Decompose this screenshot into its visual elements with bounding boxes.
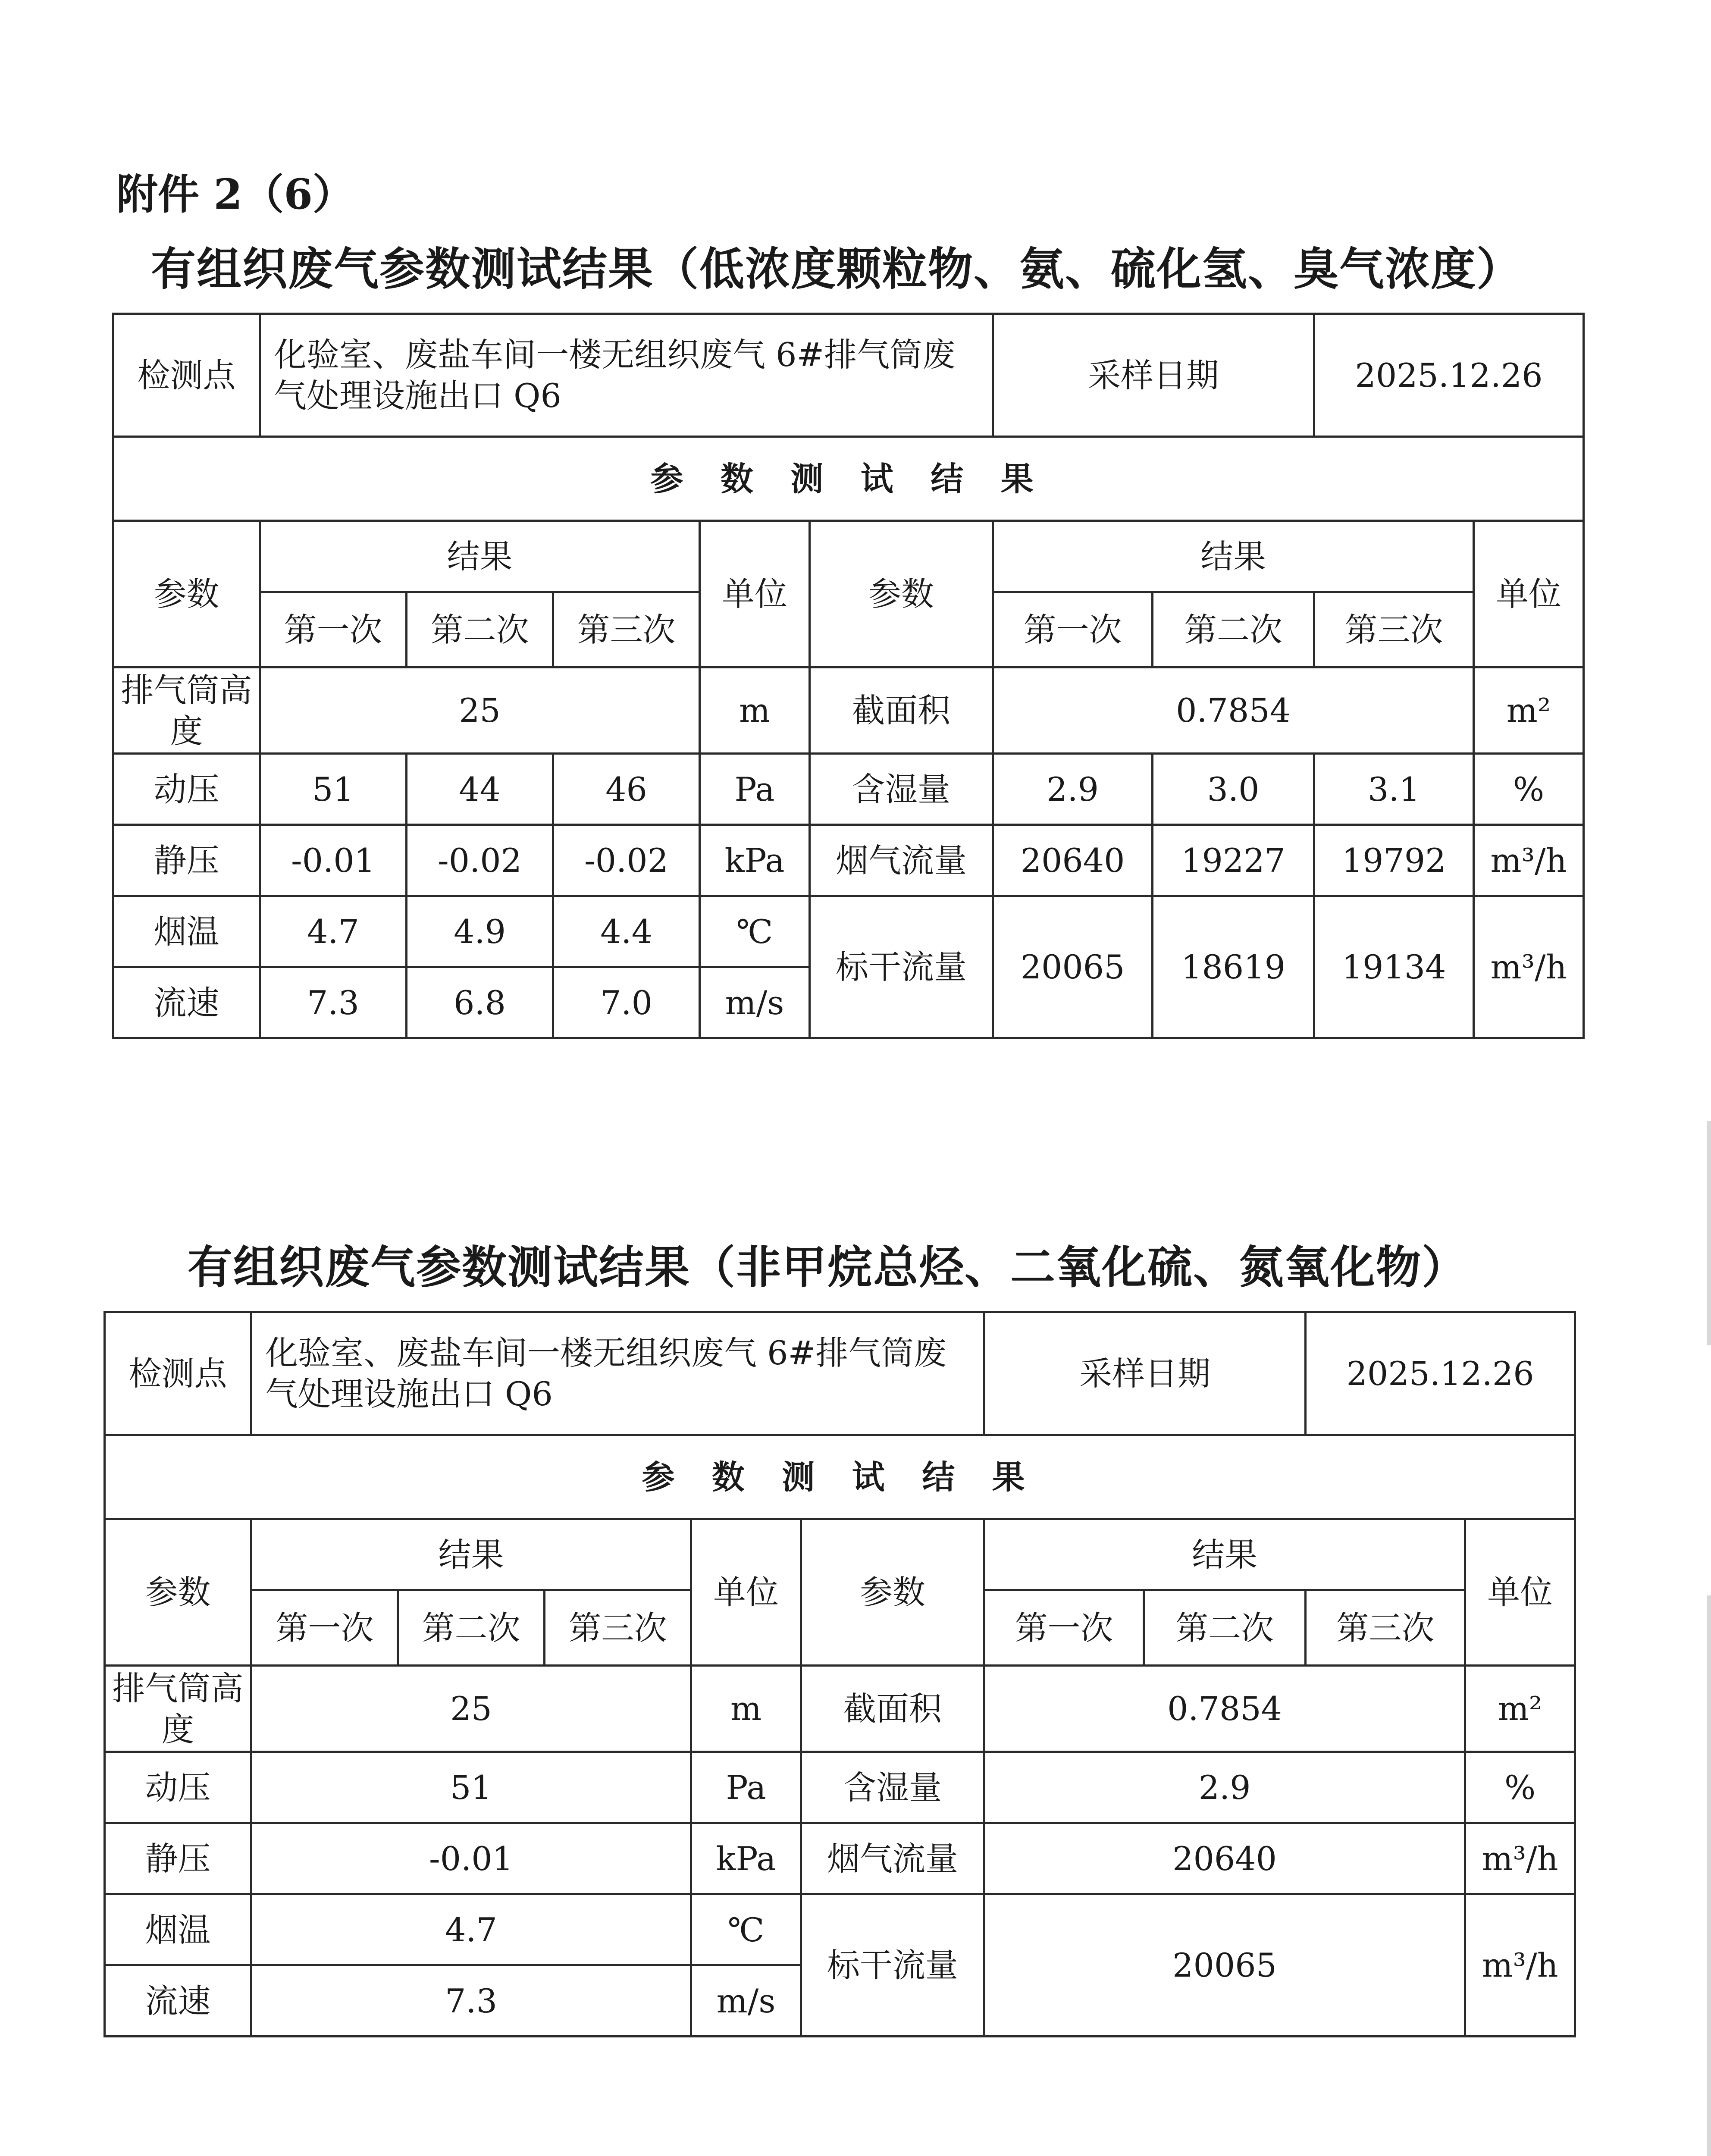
stack-height-label: 排气筒高度 bbox=[105, 1666, 251, 1752]
row-unit: ℃ bbox=[700, 896, 810, 967]
row-label: 烟气流量 bbox=[810, 825, 993, 896]
cell-value: -0.02 bbox=[553, 825, 700, 896]
stack-height-value: 25 bbox=[260, 667, 700, 754]
unit-header: 单位 bbox=[691, 1519, 801, 1666]
row-unit: kPa bbox=[691, 1823, 801, 1894]
row-unit: % bbox=[1474, 754, 1584, 825]
cell-value: 6.8 bbox=[407, 967, 553, 1038]
cell-value: 3.1 bbox=[1314, 754, 1474, 825]
param-header: 参数 bbox=[105, 1519, 251, 1666]
row-unit: Pa bbox=[700, 754, 810, 825]
result-header: 结果 bbox=[251, 1519, 691, 1590]
area-label: 截面积 bbox=[810, 667, 993, 754]
unit-header: 单位 bbox=[700, 521, 810, 667]
run-1-header: 第一次 bbox=[984, 1590, 1144, 1666]
row-label: 含湿量 bbox=[801, 1752, 984, 1823]
row-label: 动压 bbox=[113, 754, 260, 825]
row-label: 标干流量 bbox=[810, 896, 993, 1038]
row-label: 动压 bbox=[105, 1752, 251, 1823]
cell-value: 7.3 bbox=[251, 1965, 691, 2037]
area-value: 0.7854 bbox=[993, 667, 1474, 754]
sampling-date-label: 采样日期 bbox=[993, 314, 1314, 437]
cell-value: 19227 bbox=[1153, 825, 1314, 896]
run-3-header: 第三次 bbox=[1306, 1590, 1465, 1666]
location-value: 化验室、废盐车间一楼无组织废气 6#排气筒废气处理设施出口 Q6 bbox=[251, 1312, 984, 1435]
row-unit: kPa bbox=[700, 825, 810, 896]
cell-value: 7.0 bbox=[553, 967, 700, 1038]
cell-value: 20640 bbox=[984, 1823, 1465, 1894]
row-unit: m³/h bbox=[1465, 1823, 1575, 1894]
parameter-table-2 bbox=[103, 1311, 1576, 2037]
cell-value: 20065 bbox=[984, 1894, 1465, 2037]
sampling-date-value: 2025.12.26 bbox=[1314, 314, 1584, 437]
row-unit: m³/h bbox=[1474, 896, 1584, 1038]
row-label: 流速 bbox=[105, 1965, 251, 2037]
area-unit: m² bbox=[1465, 1666, 1575, 1752]
run-2-header: 第二次 bbox=[407, 592, 553, 667]
stack-height-unit: m bbox=[691, 1666, 801, 1752]
run-3-header: 第三次 bbox=[545, 1590, 691, 1666]
table-2-title: 有组织废气参数测试结果（非甲烷总烃、二氧化硫、氮氧化物） bbox=[188, 1241, 1468, 1294]
cell-value: 19134 bbox=[1314, 896, 1474, 1038]
result-header: 结果 bbox=[260, 521, 700, 592]
section-band: 参 数 测 试 结 果 bbox=[105, 1435, 1575, 1519]
table-1-title: 有组织废气参数测试结果（低浓度颗粒物、氨、硫化氢、臭气浓度） bbox=[151, 242, 1523, 295]
cell-value: 51 bbox=[251, 1752, 691, 1823]
cell-value: 18619 bbox=[1153, 896, 1314, 1038]
sampling-date-label: 采样日期 bbox=[984, 1312, 1306, 1435]
area-value: 0.7854 bbox=[984, 1666, 1465, 1752]
result-header: 结果 bbox=[984, 1519, 1465, 1590]
cell-value: -0.02 bbox=[407, 825, 553, 896]
row-unit: % bbox=[1465, 1752, 1575, 1823]
cell-value: 7.3 bbox=[260, 967, 407, 1038]
row-label: 静压 bbox=[105, 1823, 251, 1894]
result-header: 结果 bbox=[993, 521, 1474, 592]
attachment-label: 附件 2（6） bbox=[116, 170, 354, 219]
run-3-header: 第三次 bbox=[553, 592, 700, 667]
cell-value: 2.9 bbox=[984, 1752, 1465, 1823]
cell-value: -0.01 bbox=[251, 1823, 691, 1894]
run-1-header: 第一次 bbox=[993, 592, 1153, 667]
area-unit: m² bbox=[1474, 667, 1584, 754]
stack-height-label: 排气筒高度 bbox=[113, 667, 260, 754]
cell-value: 46 bbox=[553, 754, 700, 825]
cell-value: -0.01 bbox=[260, 825, 407, 896]
unit-header: 单位 bbox=[1465, 1519, 1575, 1666]
section-band: 参 数 测 试 结 果 bbox=[113, 437, 1584, 521]
cell-value: 4.9 bbox=[407, 896, 553, 967]
row-unit: ℃ bbox=[691, 1894, 801, 1965]
row-unit: Pa bbox=[691, 1752, 801, 1823]
stack-height-value: 25 bbox=[251, 1666, 691, 1752]
stack-height-unit: m bbox=[700, 667, 810, 754]
row-label: 含湿量 bbox=[810, 754, 993, 825]
row-label: 流速 bbox=[113, 967, 260, 1038]
row-label: 烟气流量 bbox=[801, 1823, 984, 1894]
location-label: 检测点 bbox=[113, 314, 260, 437]
scan-edge-shadow bbox=[1707, 1121, 1711, 1345]
area-label: 截面积 bbox=[801, 1666, 984, 1752]
param-header: 参数 bbox=[801, 1519, 984, 1666]
cell-value: 19792 bbox=[1314, 825, 1474, 896]
row-label: 静压 bbox=[113, 825, 260, 896]
row-label: 标干流量 bbox=[801, 1894, 984, 2037]
parameter-table-1 bbox=[112, 313, 1585, 1039]
param-header: 参数 bbox=[113, 521, 260, 667]
row-unit: m/s bbox=[691, 1965, 801, 2037]
run-3-header: 第三次 bbox=[1314, 592, 1474, 667]
run-1-header: 第一次 bbox=[260, 592, 407, 667]
run-2-header: 第二次 bbox=[1144, 1590, 1306, 1666]
run-2-header: 第二次 bbox=[398, 1590, 545, 1666]
param-header: 参数 bbox=[810, 521, 993, 667]
cell-value: 3.0 bbox=[1153, 754, 1314, 825]
row-label: 烟温 bbox=[105, 1894, 251, 1965]
cell-value: 2.9 bbox=[993, 754, 1153, 825]
location-value: 化验室、废盐车间一楼无组织废气 6#排气筒废气处理设施出口 Q6 bbox=[260, 314, 993, 437]
run-1-header: 第一次 bbox=[251, 1590, 398, 1666]
cell-value: 4.4 bbox=[553, 896, 700, 967]
cell-value: 4.7 bbox=[251, 1894, 691, 1965]
cell-value: 20065 bbox=[993, 896, 1153, 1038]
row-unit: m³/h bbox=[1465, 1894, 1575, 2037]
run-2-header: 第二次 bbox=[1153, 592, 1314, 667]
cell-value: 44 bbox=[407, 754, 553, 825]
row-unit: m³/h bbox=[1474, 825, 1584, 896]
row-label: 烟温 bbox=[113, 896, 260, 967]
scan-edge-shadow bbox=[1707, 1595, 1711, 2156]
unit-header: 单位 bbox=[1474, 521, 1584, 667]
cell-value: 51 bbox=[260, 754, 407, 825]
location-label: 检测点 bbox=[105, 1312, 251, 1435]
row-unit: m/s bbox=[700, 967, 810, 1038]
sampling-date-value: 2025.12.26 bbox=[1306, 1312, 1575, 1435]
cell-value: 20640 bbox=[993, 825, 1153, 896]
cell-value: 4.7 bbox=[260, 896, 407, 967]
